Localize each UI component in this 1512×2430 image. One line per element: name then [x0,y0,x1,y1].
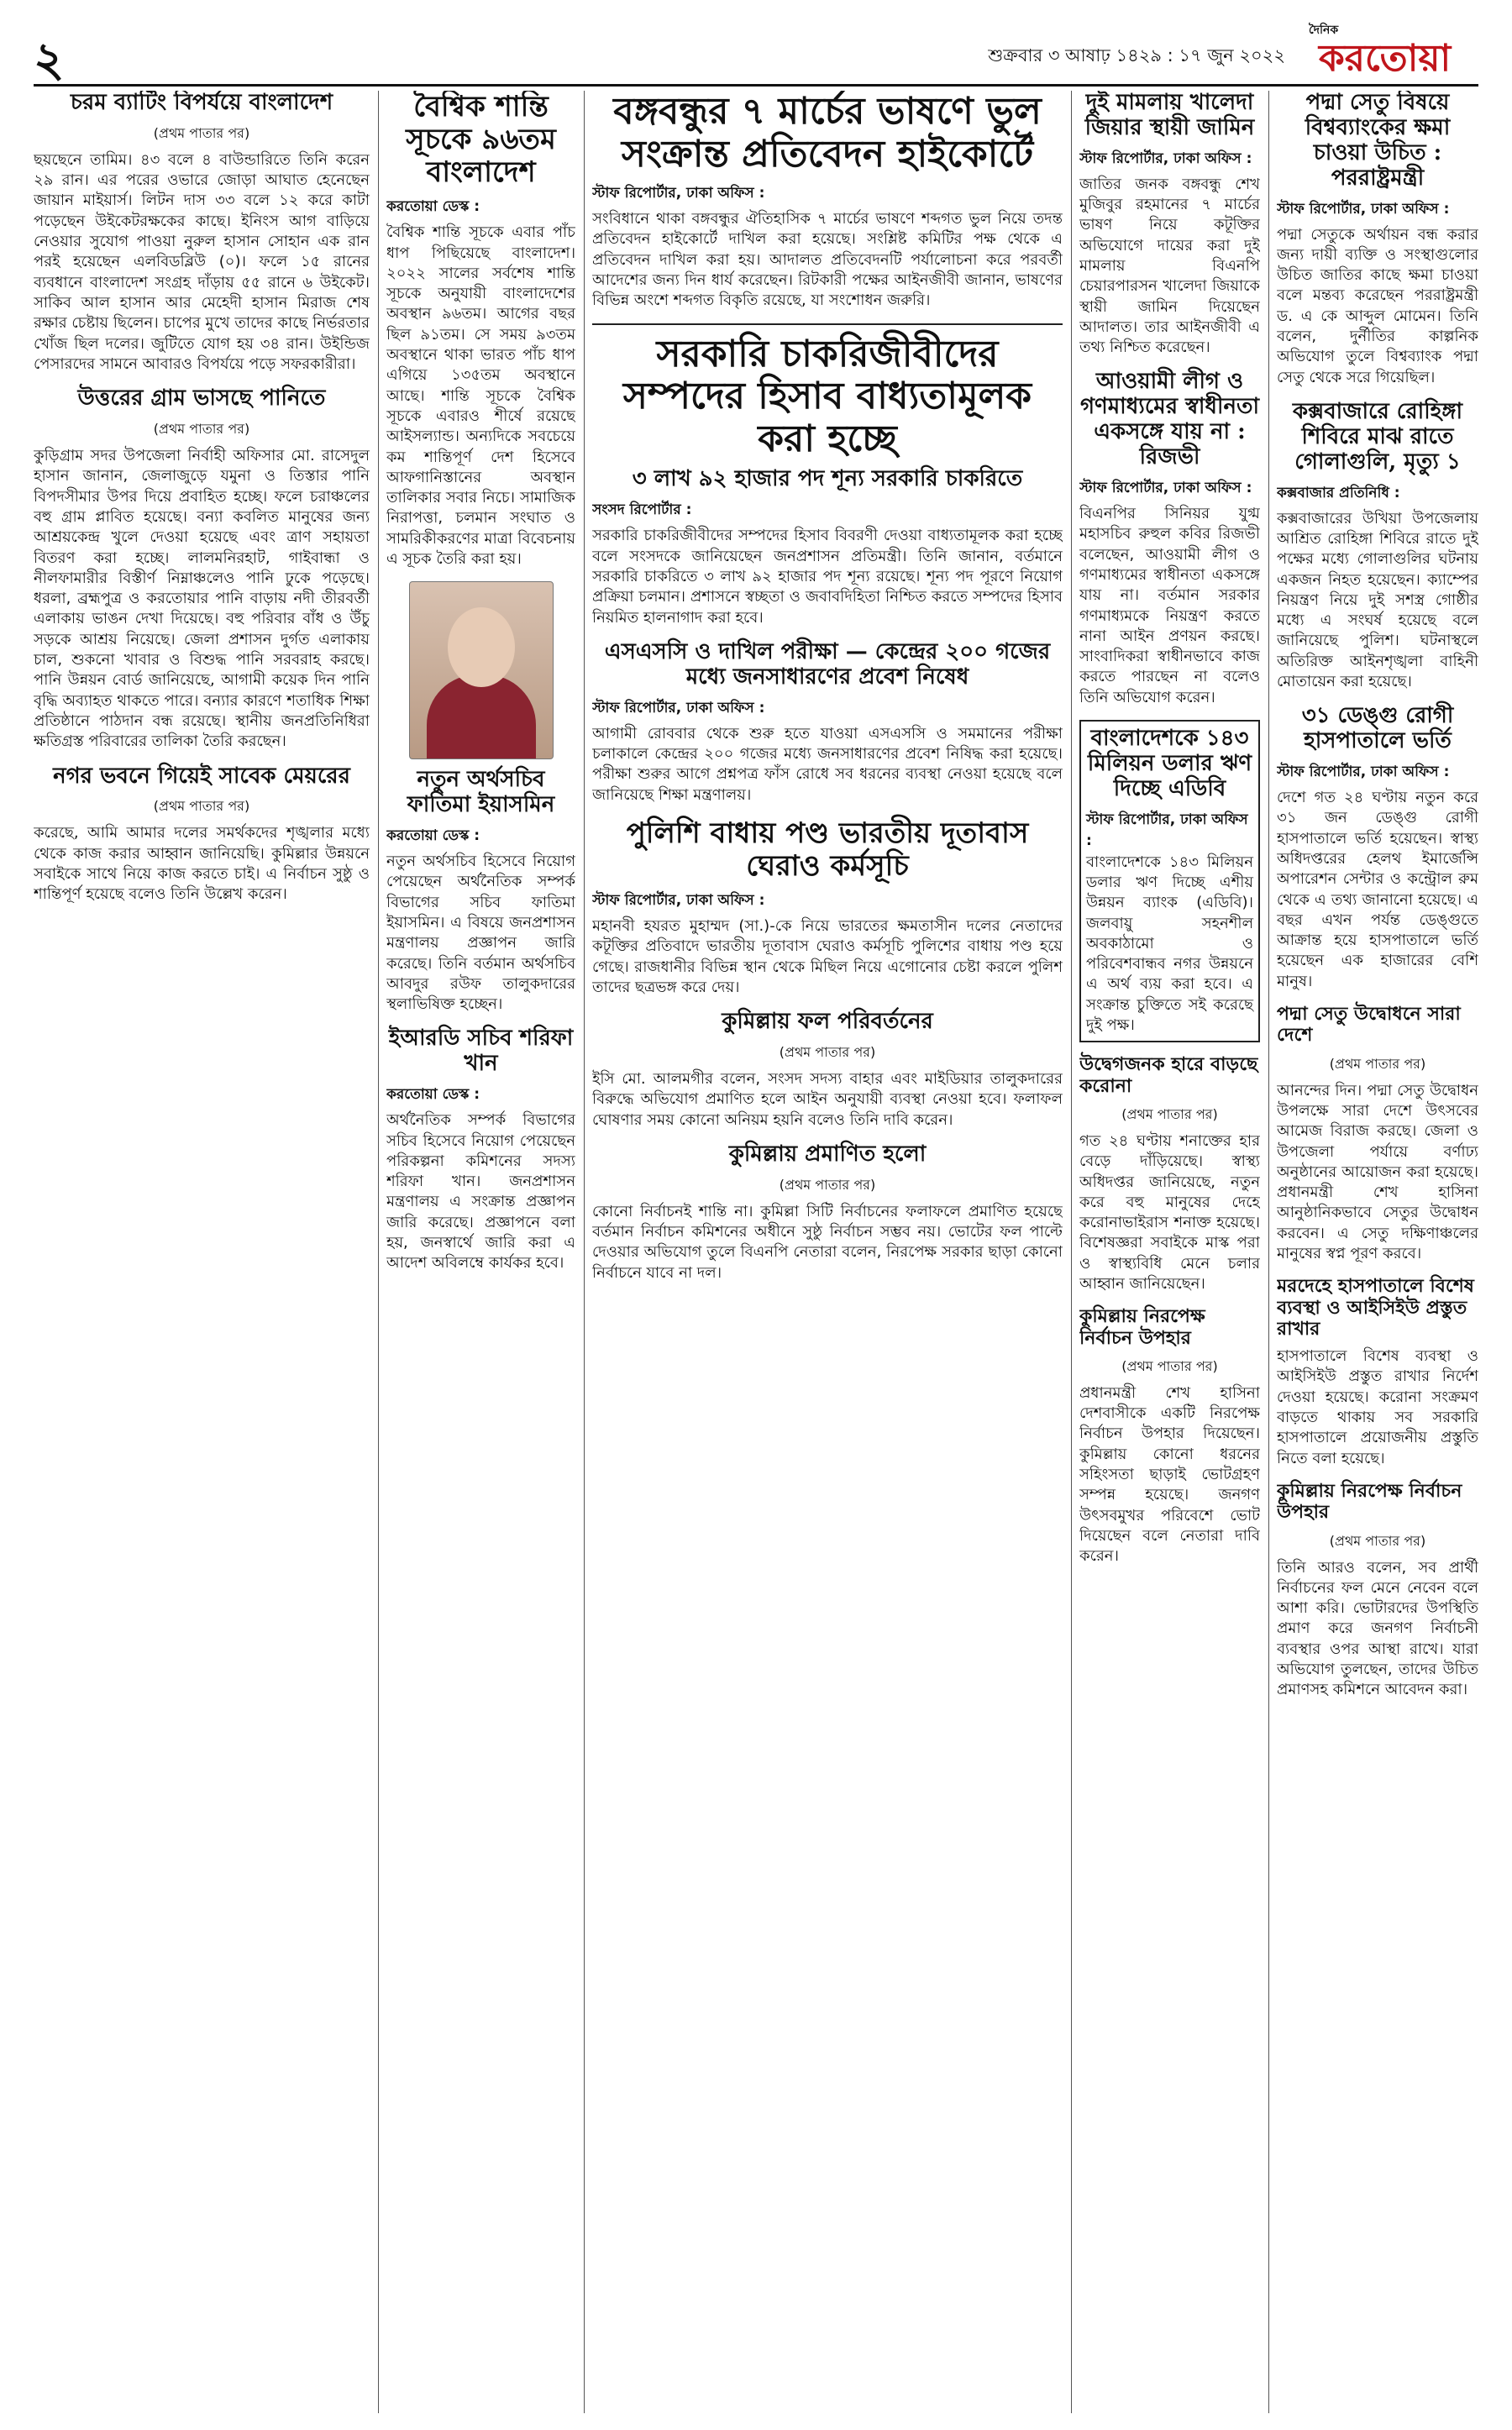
headline: উত্তরের গ্রাম ভাসছে পানিতে [77,386,326,412]
story-neutral-election [1079,1306,1260,1567]
continuation-note: (প্রথম পাতার পর) [153,124,250,141]
headline: চরম ব্যাটিং বিপর্যয়ে বাংলাদেশ [70,91,333,115]
headline: কুমিল্লায় নিরপেক্ষ নির্বাচন উপহার [1079,1305,1205,1349]
story-hospital-icu [1277,1276,1478,1469]
column-2 [386,91,575,2413]
byline: স্টাফ রিপোর্টার, ঢাকা অফিস : [1079,150,1252,167]
logo-text: করতোয়া [1319,37,1452,80]
story-finance-secretary [386,768,575,1015]
column-divider [584,91,585,2413]
headline: পদ্মা সেতু উদ্বোধনে সারা দেশে [1277,1003,1461,1047]
body: ছয়ছেনে তামিম। ৪৩ বলে ৪ বাউন্ডারিতে তিনি করেন ২৯ রান। এর পরের ওভারে জোড়া আঘাত হেনেছেন জায়ান মাইয়ার্স। লিটন দাস ৩৩ বলে ১২ করে কাটা পড়েছেন উইকেটরক্ষকের কাছে। ইনিংস আগ বাড়িয়ে নেওয়ার সুযোগ পাওয়া নুরুল হাসান সোহান এক রান পরই হয়েছেন এলবিডব্লিউ (০)। ফলে ১৫ রানের ব্যবধানে বাংলাদেশ সংগ্রহ দাঁড়ায় ৫৫ রানে ৬ উইকেট। সাকিব আল হাসান আর মেহেদী হাসান মিরাজ শেষ রক্ষার চেষ্টায় ছিলেন। চাপের মুখে তাদের কাছে নির্ভরতার খোঁজ ছিল দলের। জুটিতে যোগ হয় ৩৪ রান। উইন্ডিজ পেসারদের সামনে আবারও বিপর্যয়ে পড়ে সফরকারীরা। [34,150,370,373]
body: হাসপাতালে বিশেষ ব্যবস্থা ও আইসিইউ প্রস্তুত রাখার নির্দেশ দেওয়া হয়েছে। করোনা সংক্রমণ বাড়তে থাকায় সব সরকারি হাসপাতালে প্রয়োজনীয় প্রস্তুতি নিতে বলা হয়েছে। [1277,1347,1478,1467]
story-ssc-exam [592,640,1063,806]
story-batting-collapse [34,91,370,375]
continuation-note: (প্রথম পাতার পর) [1121,1357,1218,1374]
column-4 [1079,91,1260,2413]
headline: আওয়ামী লীগ ও গণমাধ্যমের স্বাধীনতা একসঙ্গে যায় না : রিজভী [1079,369,1260,470]
page-number: ২ [34,32,65,87]
story-khaleda-bail [1079,91,1260,358]
headline: বাংলাদেশকে ১৪৩ মিলিয়ন ডলার ঋণ দিচ্ছে এডিবি [1087,725,1252,801]
body: বৈশ্বিক শান্তি সূচকে এবার পাঁচ ধাপ পিছিয়েছে বাংলাদেশ। ২০২২ সালের সর্বশেষ শান্তি সূচকে অনুযায়ী বাংলাদেশের অবস্থান ৯৬তম। আগের বছর ছিল ৯১তম। সে সময় ৯৩তম অবস্থানে থাকা ভারত পাঁচ ধাপ এগিয়ে ১৩৫তম অবস্থানে আছে। শান্তি সূচকে বৈশ্বিক সূচকে এবারও শীর্ষে রয়েছে আইসল্যান্ড। অন্যদিকে সবচেয়ে কম শান্তিপূর্ণ দেশ হিসেবে আফগানিস্তানের অবস্থান তালিকার সবার নিচে। সামাজিক নিরাপত্তা, চলমান সংঘাত ও সামরিকীকরণের মাত্রা বিবেচনায় এ সূচক তৈরি করা হয়। [386,223,575,569]
column-3 [592,91,1063,2413]
headline: কক্সবাজারে রোহিঙ্গা শিবিরে মাঝ রাতে গোলাগুলি, মৃত্যু ১ [1292,398,1463,475]
dateline: শুক্রবার ৩ আষাঢ় ১৪২৯ : ১৭ জুন ২০২২ [988,45,1285,66]
byline: স্টাফ রিপোর্টার, ঢাকা অফিস : [592,891,765,909]
story-padma-worldbank [1277,91,1478,388]
headline: কুমিল্লায় প্রমাণিত হলো [728,1141,927,1167]
byline: স্টাফ রিপোর্টার, ঢাকা অফিস : [592,185,765,202]
story-march7-speech [592,91,1063,312]
story-padma-inauguration [1277,1004,1478,1264]
headline: সরকারি চাকরিজীবীদের সম্পদের হিসাব বাধ্যতামূলক করা হচ্ছে [622,332,1032,460]
byline: স্টাফ রিপোর্টার, ঢাকা অফিস : [1277,200,1450,218]
story-erd-secretary [386,1026,575,1273]
body: আনন্দের দিন। পদ্মা সেতু উদ্বোধন উপলক্ষে সারা দেশে উৎসবের আমেজ বিরাজ করছে। জেলা ও উপজেলা পর্যায়ে বর্ণাঢ্য অনুষ্ঠানের আয়োজন করা হয়েছে। প্রধানমন্ত্রী শেখ হাসিনা আনুষ্ঠানিকভাবে সেতুর উদ্বোধন করবেন। এ সেতু দক্ষিণাঞ্চলের মানুষের স্বপ্ন পূরণ করবে। [1277,1081,1478,1262]
byline: করতোয়া ডেস্ক : [386,198,480,216]
subheadline: ৩ লাখ ৯২ হাজার পদ শূন্য সরকারি চাকরিতে [632,466,1023,492]
continuation-note: (প্রথম পাতার পর) [1329,1532,1426,1549]
body: সংবিধানে থাকা বঙ্গবন্ধুর ঐতিহাসিক ৭ মার্চের ভাষণে শব্দগত ভুল নিয়ে তদন্ত প্রতিবেদন হাইকোর্টে দাখিল করা হয়েছে। সংশ্লিষ্ট কমিটির পক্ষ থেকে এ প্রতিবেদন দাখিল করা হয়। আদালত প্রতিবেদনটি পর্যালোচনা করে পরবর্তী আদেশের জন্য দিন ধার্য করেছেন। রিটকারী পক্ষের আইনজীবী জানান, ভাষণের বিভিন্ন অংশে শব্দগত বিকৃতি রয়েছে, যা সংশোধন জরুরি। [592,210,1063,310]
byline: করতোয়া ডেস্ক : [386,1086,480,1104]
body: কক্সবাজারের উখিয়া উপজেলায় আশ্রিত রোহিঙ্গা শিবিরে রাতে দুই পক্ষের মধ্যে গোলাগুলির ঘটনায় একজন নিহত হয়েছেন। ক্যাম্পের নিয়ন্ত্রণ নিয়ে দুই সশস্ত্র গোষ্ঠীর মধ্যে এ সংঘর্ষ হয়েছে বলে জানিয়েছে পুলিশ। ঘটনাস্থলে অতিরিক্ত আইনশৃঙ্খলা বাহিনী মোতায়েন করা হয়েছে। [1277,509,1478,690]
continuation-note: (প্রথম পাতার পর) [779,1176,876,1193]
story-rohingya-camp [1277,400,1478,692]
body: কোনো নির্বাচনই শান্তি না। কুমিল্লা সিটি নির্বাচনের ফলাফলে প্রমাণিত হয়েছে বর্তমান নির্বাচন কমিশনের অধীনে সুষ্ঠু নির্বাচন সম্ভব নয়। ভোটের ফল পাল্টে দেওয়ার অভিযোগ তুলে বিএনপি নেতারা বলেন, নিরপেক্ষ সরকার ছাড়া কোনো নির্বাচনে যাবে না দল। [592,1202,1063,1282]
body: কুড়িগ্রাম সদর উপজেলা নির্বাহী অফিসার মো. রাসেদুল হাসান জানান, জেলাজুড়ে যমুনা ও তিস্তার পানি বিপদসীমার উপর দিয়ে প্রবাহিত হচ্ছে। ফলে চরাঞ্চলের বহু গ্রাম প্লাবিত হয়েছে। বন্যা কবলিত মানুষের জন্য আশ্রয়কেন্দ্র খুলে দেওয়া হয়েছে এবং ত্রাণ সহায়তা বিতরণ করা হচ্ছে। লালমনিরহাট, গাইবান্ধা ও নীলফামারীর বিস্তীর্ণ নিম্নাঞ্চলেও পানি ঢুকে পড়েছে। ধরলা, ব্রহ্মপুত্র ও করতোয়ার পানি বাড়ায় নদী তীরবর্তী এলাকায় ভাঙন দেখা দিয়েছে। বহু পরিবার বাঁধ ও উঁচু সড়কে আশ্রয় নিয়েছে। জেলা প্রশাসন দুর্গত এলাকায় চাল, শুকনো খাবার ও বিশুদ্ধ পানি সরবরাহ করছে। পানি উন্নয়ন বোর্ড জানিয়েছে, আগামী কয়েক দিন পানি বৃদ্ধি অব্যাহত থাকতে পারে। বন্যার কারণে শতাধিক শিক্ষা প্রতিষ্ঠানে পাঠদান বন্ধ রয়েছে। স্থানীয় জনপ্রতিনিধিরা ক্ষতিগ্রস্ত পরিবারের তালিকা তৈরি করছেন। [34,447,370,751]
headline: বঙ্গবন্ধুর ৭ মার্চের ভাষণে ভুল সংক্রান্ত প্রতিবেদন হাইকোর্টে [613,91,1042,176]
story-embassy-siege [592,817,1063,998]
body: বিএনপির সিনিয়র যুগ্ম মহাসচিব রুহুল কবির রিজভী বলেছেন, আওয়ামী লীগ ও গণমাধ্যমের স্বাধীনতা একসঙ্গে যায় না। বর্তমান সরকার গণমাধ্যমকে নিয়ন্ত্রণ করতে নানা আইন প্রণয়ন করছে। সাংবাদিকরা স্বাধীনভাবে কাজ করতে পারছেন না বলেও তিনি অভিযোগ করেন। [1079,505,1260,706]
body: আগামী রোববার থেকে শুরু হতে যাওয়া এসএসসি ও সমমানের পরীক্ষা চলাকালে কেন্দ্রের ২০০ গজের মধ্যে জনসাধারণের প্রবেশ নিষিদ্ধ করা হয়েছে। পরীক্ষা শুরুর আগে প্রশ্নপত্র ফাঁস রোধে সব ধরনের ব্যবস্থা নেওয়া হয়েছে বলে জানিয়েছে শিক্ষা মন্ত্রণালয়। [592,724,1063,804]
story-rizvi [1079,370,1260,708]
story-asset-declaration [592,333,1063,628]
body: প্রধানমন্ত্রী শেখ হাসিনা দেশবাসীকে একটি নিরপেক্ষ নির্বাচন উপহার দিয়েছেন। কুমিল্লায় কোনো ধরনের সহিংসতা ছাড়াই ভোটগ্রহণ সম্পন্ন হয়েছে। জনগণ উৎসবমুখর পরিবেশে ভোট দিয়েছেন বলে নেতারা দাবি করেন। [1079,1383,1260,1566]
story-dengue [1277,704,1478,992]
byline: স্টাফ রিপোর্টার, ঢাকা অফিস : [592,699,765,716]
headline: ইআরডি সচিব শরিফা খান [388,1026,574,1077]
portrait-photo [409,581,554,759]
body: মহানবী হযরত মুহাম্মদ (সা.)-কে নিয়ে ভারতের ক্ষমতাসীন দলের নেতাদের কটূক্তির প্রতিবাদে ভারতীয় দূতাবাস ঘেরাও কর্মসূচি পুলিশের বাধায় পণ্ড হয়ে গেছে। রাজধানীর বিভিন্ন স্থান থেকে মিছিল নিয়ে এগোনোর চেষ্টা করলে পুলিশ তাদের ছত্রভঙ্গ করে দেয়। [592,916,1063,996]
column-divider [1268,91,1269,2413]
story-neutral-election-2 [1277,1481,1478,1701]
body: অর্থনৈতিক সম্পর্ক বিভাগের সচিব হিসেবে নিয়োগ পেয়েছেন পরিকল্পনা কমিশনের সদস্য শরিফা খান। জনপ্রশাসন মন্ত্রণালয় এ সংক্রান্ত প্রজ্ঞাপন জারি করেছে। প্রজ্ঞাপনে বলা হয়, জনস্বার্থে জারি করা এ আদেশ অবিলম্বে কার্যকর হবে। [386,1111,575,1273]
body: ইসি মো. আলমগীর বলেন, সংসদ সদস্য বাহার এবং মাইডিয়ার তালুকদারের বিরুদ্ধে অভিযোগ প্রমাণিত হলে আইন অনুযায়ী ব্যবস্থা নেওয়া হবে। ফলাফল ঘোষণার সময় কোনো অনিয়ম হয়নি বলেও তিনি দাবি করেন। [592,1070,1063,1129]
headline: নতুন অর্থসচিব ফাতিমা ইয়াসমিন [407,767,555,818]
byline: স্টাফ রিপোর্টার, ঢাকা অফিস : [1079,480,1252,497]
story-corona [1079,1054,1260,1294]
byline: কক্সবাজার প্রতিনিধি : [1277,484,1400,501]
column-1 [34,91,370,2413]
headline: ৩১ ডেঙ্গু রোগী হাসপাতালে ভর্তি [1301,703,1454,754]
headline: কুমিল্লায় ফল পরিবর্তনের [722,1009,933,1035]
headline: কুমিল্লায় নিরপেক্ষ নির্বাচন উপহার [1277,1479,1462,1524]
column-divider [378,91,379,2413]
byline: স্টাফ রিপোর্টার, ঢাকা অফিস : [1086,811,1248,849]
story-mayor [34,764,370,905]
continuation-note: (প্রথম পাতার পর) [153,798,250,815]
body: করেছে, আমি আমার দলের সমর্থকদের শৃঙ্খলার মধ্যে থেকে কাজ করার আহ্বান জানিয়েছি। কুমিল্লার উন্নয়নে সবাইকে সাথে নিয়ে কাজ করতে চাই। এ নির্বাচন সুষ্ঠু ও শান্তিপূর্ণ হয়েছে বলেও তিনি উল্লেখ করেন। [34,824,370,904]
body: জাতির জনক বঙ্গবন্ধু শেখ মুজিবুর রহমানের ৭ মার্চের ভাষণ নিয়ে কটূক্তির অভিযোগে দায়ের করা দুই মামলায় বিএনপি চেয়ারপারসন খালেদা জিয়াকে স্থায়ী জামিন দিয়েছেন আদালত। তার আইনজীবী এ তথ্য নিশ্চিত করেছেন। [1079,175,1260,357]
byline: স্টাফ রিপোর্টার, ঢাকা অফিস : [1277,764,1450,781]
body: বাংলাদেশকে ১৪৩ মিলিয়ন ডলার ঋণ দিচ্ছে এশীয় উন্নয়ন ব্যাংক (এডিবি)। জলবায়ু সহনশীল অবকাঠামো ও পরিবেশবান্ধব নগর উন্নয়নে এ অর্থ ব্যয় করা হবে। এ সংক্রান্ত চুক্তিতে সই করেছে দুই পক্ষ। [1086,853,1253,1035]
headline: পদ্মা সেতু বিষয়ে বিশ্বব্যাংকের ক্ষমা চাওয়া উচিত : পররাষ্ট্রমন্ত্রী [1305,91,1451,191]
body: সরকারি চাকরিজীবীদের সম্পদের হিসাব বিবরণী দেওয়া বাধ্যতামূলক করা হচ্ছে বলে সংসদকে জানিয়েছেন জনপ্রশাসন প্রতিমন্ত্রী। তিনি জানান, বর্তমানে সরকারি চাকরিতে ৩ লাখ ৯২ হাজার পদ শূন্য রয়েছে। শূন্য পদ পূরণে নিয়োগ প্রক্রিয়া চলমান। প্রশাসনে স্বচ্ছতা ও জবাবদিহিতা নিশ্চিত করতে সম্পদের হিসাব নিয়মিত হালনাগাদ করা হবে। [592,527,1063,627]
continuation-note: (প্রথম পাতার পর) [153,421,250,438]
byline: সংসদ রিপোর্টার : [592,501,692,519]
body: পদ্মা সেতুকে অর্থায়ন বন্ধ করার জন্য দায়ী ব্যক্তি ও সংস্থাগুলোর উচিত জাতির কাছে ক্ষমা চাওয়া বলে মন্তব্য করেছেন পররাষ্ট্রমন্ত্রী ড. এ কে আব্দুল মোমেন। তিনি বলেন, দুর্নীতির কাল্পনিক অভিযোগ তুলে বিশ্বব্যাংক পদ্মা সেতু থেকে সরে গিয়েছিল। [1277,225,1478,386]
body: দেশে গত ২৪ ঘণ্টায় নতুন করে ৩১ জন ডেঙ্গু রোগী হাসপাতালে ভর্তি হয়েছেন। স্বাস্থ্য অধিদপ্তরের হেলথ ইমার্জেন্সি অপারেশন সেন্টার ও কন্ট্রোল রুম থেকে এ তথ্য জানানো হয়েছে। এ বছর এখন পর্যন্ত ডেঙ্গুতে আক্রান্ত হয়ে হাসপাতালে ভর্তি হয়েছেন এক হাজারের বেশি মানুষ। [1277,789,1478,990]
headline: মরদেহে হাসপাতালে বিশেষ ব্যবস্থা ও আইসিইউ প্রস্তুত রাখার [1277,1275,1474,1340]
headline: বৈশ্বিক শান্তি সূচকে ৯৬তম বাংলাদেশ [406,91,556,190]
story-adb-loan [1079,720,1260,1042]
byline: করতোয়া ডেস্ক : [386,827,480,845]
story-peace-index [386,91,575,569]
continuation-note: (প্রথম পাতার পর) [779,1044,876,1061]
newspaper-logo [1302,17,1478,79]
headline: এসএসসি ও দাখিল পরীক্ষা — কেন্দ্রের ২০০ গজের মধ্যে জনসাধারণের প্রবেশ নিষেধ [604,638,1051,690]
continuation-note: (প্রথম পাতার পর) [1121,1105,1218,1122]
continuation-note: (প্রথম পাতার পর) [1329,1055,1426,1072]
divider [592,323,1063,325]
logo-prefix: দৈনিক [1309,24,1339,37]
body: তিনি আরও বলেন, সব প্রার্থী নির্বাচনের ফল মেনে নেবেন বলে আশা করি। ভোটারদের উপস্থিতি প্রমাণ করে জনগণ নির্বাচনী ব্যবস্থার ওপর আস্থা রাখে। যারা অভিযোগ তুলছেন, তাদের উচিত প্রমাণসহ কমিশনে আবেদন করা। [1277,1558,1478,1699]
body: নতুন অর্থসচিব হিসেবে নিয়োগ পেয়েছেন অর্থনৈতিক সম্পর্ক বিভাগের সচিব ফাতিমা ইয়াসমিন। এ বিষয়ে জনপ্রশাসন মন্ত্রণালয় প্রজ্ঞাপন জারি করেছে। তিনি বর্তমান অর্থসচিব আবদুর রউফ তালুকদারের স্থলাভিষিক্ত হচ্ছেন। [386,853,575,1014]
column-divider [1071,91,1072,2413]
body: গত ২৪ ঘণ্টায় শনাক্তের হার বেড়ে দাঁড়িয়েছে। স্বাস্থ্য অধিদপ্তর জানিয়েছে, নতুন করে বহু মানুষের দেহে করোনাভাইরাস শনাক্ত হয়েছে। বিশেষজ্ঞরা সবাইকে মাস্ক পরা ও স্বাস্থ্যবিধি মেনে চলার আহ্বান জানিয়েছেন। [1079,1131,1260,1293]
headline: পুলিশি বাধায় পণ্ড ভারতীয় দূতাবাস ঘেরাও কর্মসূচি [626,816,1029,883]
story-comilla-result [592,1010,1063,1131]
headline: উদ্বেগজনক হারে বাড়ছে করোনা [1079,1053,1258,1097]
story-flood [34,386,370,752]
headline: নগর ভবনে গিয়েই সাবেক মেয়রের [53,763,350,789]
masthead [34,17,1478,87]
headline: দুই মামলায় খালেদা জিয়ার স্থায়ী জামিন [1084,91,1255,140]
story-comilla-proved [592,1142,1063,1283]
column-5 [1277,91,1478,2413]
